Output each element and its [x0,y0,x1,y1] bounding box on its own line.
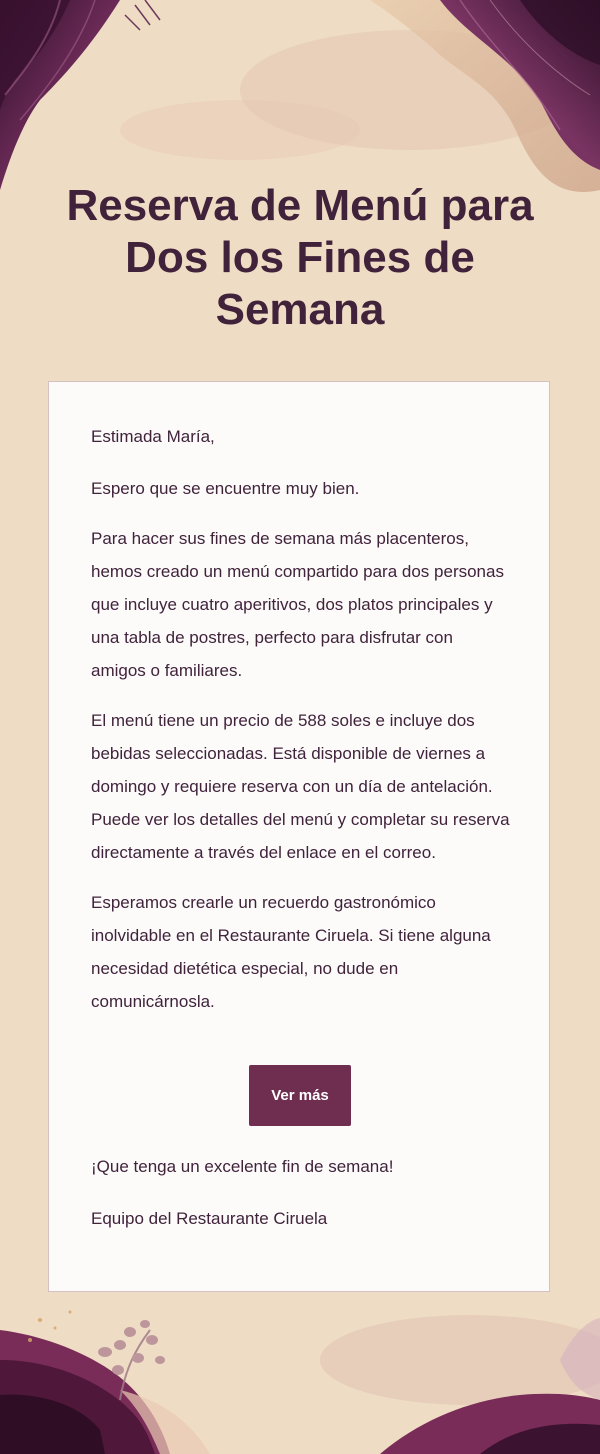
menu-description-text: Para hacer sus fines de semana más placenteros, hemos creado un menú compartido para dos personas que incluye cuatro aperitivos, dos platos principales y una tabla de postres, perfecto para disfrutar con amigos o familiares. [91,529,504,680]
intro-text: Espero que se encuentre muy bien. [91,479,360,498]
price-details-text: El menú tiene un precio de 588 soles e incluye dos bebidas seleccionadas. Está disponible de viernes a domingo y requiere reserva con un día de antelación. Puede ver los detalles del menú y completar su reserva directamente a través del enlace en el correo. [91,711,510,862]
curtain-left-decoration [0,0,160,190]
greeting-text: Estimada María, [91,427,215,446]
ver-mas-button[interactable]: Ver más [249,1065,351,1126]
page-title: Reserva de Menú para Dos los Fines de Semana [66,181,534,334]
signature-text: Equipo del Restaurante Ciruela [91,1209,328,1228]
closing-invite-text: Esperamos crearle un recuerdo gastronómico inolvidable en el Restaurante Ciruela. Si tiene alguna necesidad dietética especial, no dude en comunicárnosla. [91,893,491,1011]
email-card [48,381,550,1292]
farewell-text: ¡Que tenga un excelente fin de semana! [91,1157,394,1176]
